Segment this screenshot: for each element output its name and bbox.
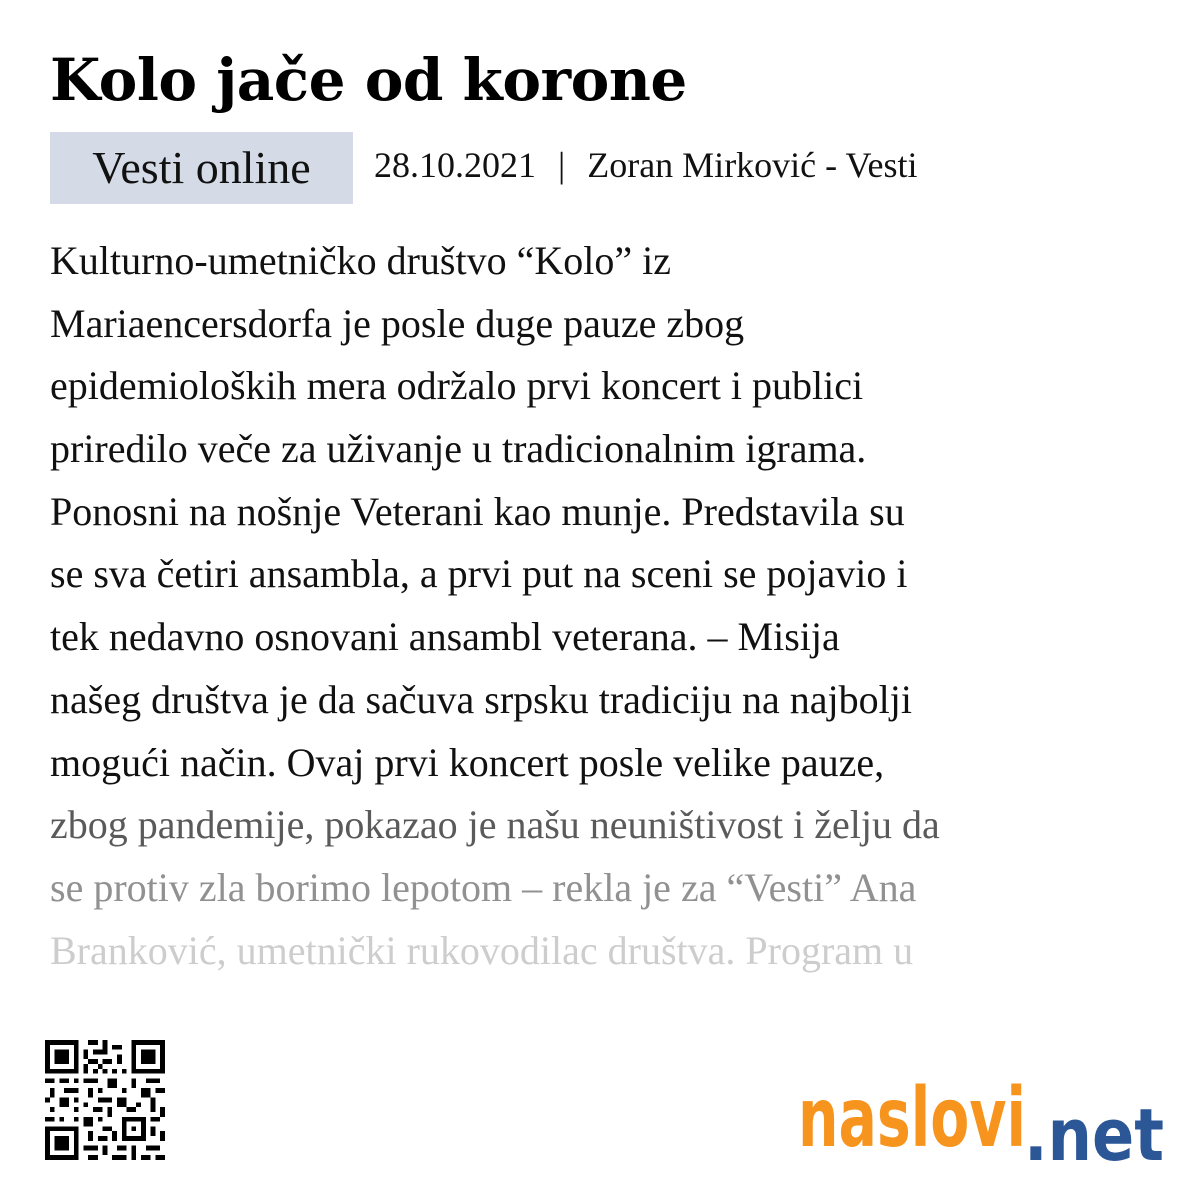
article-line: mogući način. Ovaj prvi koncert posle velike pauze,: [50, 739, 885, 785]
article-author: Zoran Mirković - Vesti: [587, 145, 918, 185]
source-badge[interactable]: Vesti online: [50, 132, 353, 204]
article-line: zbog pandemije, pokazao je našu neuništivost i želju da: [50, 802, 940, 848]
article-line: epidemioloških mera održalo prvi koncert i publici: [50, 363, 864, 409]
logo-text-naslovi: naslovi: [798, 1071, 1026, 1166]
article-line: Branković, umetnički rukovodilac društva. Program u: [50, 927, 914, 973]
article-title: Kolo jače od korone: [50, 46, 687, 114]
article-line: našeg društva je da sačuva srpsku tradiciju na najbolji: [50, 676, 912, 722]
article-body: [50, 230, 1170, 990]
naslovi-net-logo[interactable]: [798, 1058, 1168, 1168]
article-line: se sva četiri ansambla, a prvi put na sceni se pojavio i: [50, 551, 908, 597]
article-line: priredilo veče za uživanje u tradicionalnim igrama.: [50, 426, 867, 472]
article-line: Kulturno-umetničko društvo “Kolo” iz: [50, 238, 671, 283]
article-line: se protiv zla borimo lepotom – rekla je za “Vesti” Ana: [50, 864, 917, 910]
article-line: Mariaencersdorfa je posle duge pauze zbog: [50, 300, 745, 346]
logo-text-net: .net: [1024, 1093, 1164, 1168]
qr-code-icon[interactable]: [45, 1037, 165, 1163]
article-line: Ponosni na nošnje Veterani kao munje. Predstavila su: [50, 488, 905, 534]
article-line: tek nedavno osnovani ansambl veterana. – Misija: [50, 614, 840, 660]
meta-separator: |: [558, 145, 566, 185]
article-date: 28.10.2021: [374, 145, 536, 185]
article-meta: [374, 140, 918, 190]
